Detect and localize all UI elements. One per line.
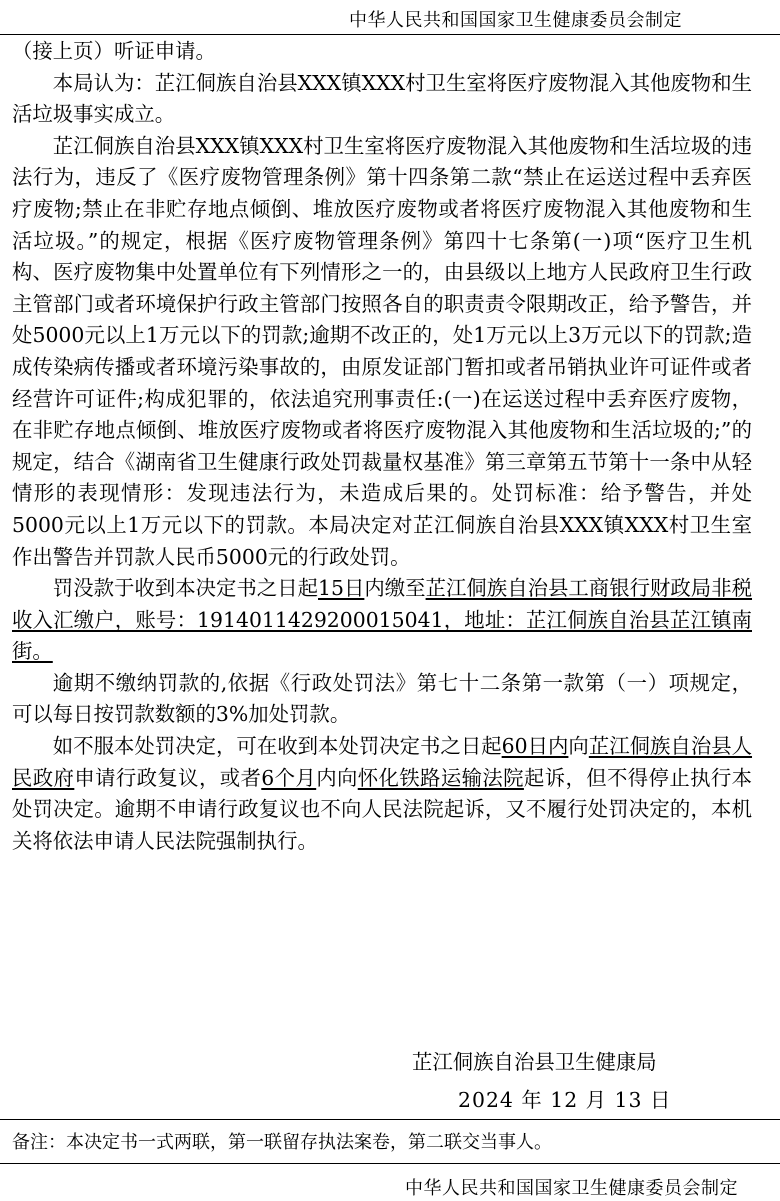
payment-bank-account: 芷江侗族自治县工商银行财政局非税收入汇缴户，账号：1914011429200015041，地址：芷江侗族自治县芷江镇南街。 bbox=[12, 576, 753, 664]
issuing-authority: 芷江侗族自治县卫生健康局 bbox=[412, 1050, 657, 1074]
paragraph-legal-basis: 芷江侗族自治县XXX镇XXX村卫生室将医疗废物混入其他废物和生活垃圾的违法行为，违反了《医疗废物管理条例》第十四条第二款“禁止在运送过程中丢弃医疗废物;禁止在非贮存地点倾倒、堆放医疗废物或者将医疗废物混入其他废物和生活垃圾。”的规定，根据《医疗废物管理条例》第四十七条第(一)项“医疗卫生机构、医疗废物集中处置单位有下列情形之一的，由县级以上地方人民政府卫生行政主管部门或者环境保护行政主管部门按照各自的职责责令限期改正，给予警告，并处5000元以上1万元以下的罚款;逾期不改正的，处1万元以上3万元以下的罚款;造成传染病传播或者环境污染事故的，由原发证部门暂扣或者吊销执业许可证件或者经营许可证件;构成犯罪的，依法追究刑事责任:(一)在运送过程中丢弃医疗废物，在非贮存地点倾倒、堆放医疗废物或者将医疗废物混入其他废物和生活垃圾的;”的规定，结合《湖南省卫生健康行政处罚裁量权基准》第三章第五节第十一条中从轻情形的表现情形：发现违法行为，未造成后果的。处罚标准：给予警告，并处5000元以上1万元以下的罚款。本局决定对芷江侗族自治县XXX镇XXX村卫生室作出警告并罚款人民币5000元的行政处罚。 bbox=[12, 133, 752, 569]
appeal-days: 60日内 bbox=[501, 734, 569, 759]
appeal-text-a: 如不服本处罚决定，可在收到本处罚决定书之日起 bbox=[52, 734, 502, 759]
remark-note: 备注：本决定书一式两联，第一联留存执法案卷，第二联交当事人。 bbox=[12, 1132, 552, 1153]
paragraph-appeal bbox=[12, 731, 752, 857]
appeal-text-b: 向 bbox=[568, 734, 589, 759]
note-divider bbox=[0, 1119, 780, 1120]
document-body bbox=[12, 36, 752, 857]
appeal-text-e: 起诉，但不得停止执行本处罚决定。逾期不申请行政复议也不向人民法院起诉，又不履行处罚决定的，本机关将依法申请人民法院强制执行。 bbox=[12, 765, 753, 853]
appeal-government: 芷江侗族自治县人民政府 bbox=[12, 734, 753, 790]
appeal-text-c: 申请行政复议，或者 bbox=[74, 765, 262, 790]
payment-text-a: 罚没款于收到本决定书之日起 bbox=[52, 576, 319, 601]
paragraph-finding: 本局认为：芷江侗族自治县XXX镇XXX村卫生室将医疗废物混入其他废物和生活垃圾事实成立。 bbox=[12, 70, 752, 127]
header-divider bbox=[0, 34, 780, 35]
paragraph-late-penalty: 逾期不缴纳罚款的,依据《行政处罚法》第七十二条第一款第（一）项规定，可以每日按罚款数额的3%加处罚款。 bbox=[12, 670, 752, 727]
appeal-text-d: 内向 bbox=[316, 765, 358, 790]
paragraph-payment bbox=[12, 573, 752, 668]
appeal-court: 怀化铁路运输法院 bbox=[357, 765, 524, 790]
payment-text-b: 内缴至 bbox=[364, 576, 426, 601]
appeal-months: 6个月 bbox=[261, 765, 317, 790]
issue-date: 2024 年 12 月 13 日 bbox=[458, 1088, 672, 1112]
footer-issuer: 中华人民共和国国家卫生健康委员会制定 bbox=[405, 1178, 738, 1199]
payment-deadline: 15日 bbox=[318, 576, 365, 601]
footer-divider bbox=[0, 1163, 780, 1164]
header-issuer: 中华人民共和国国家卫生健康委员会制定 bbox=[349, 10, 682, 31]
paragraph-continuation: （接上页）听证申请。 bbox=[12, 39, 216, 63]
